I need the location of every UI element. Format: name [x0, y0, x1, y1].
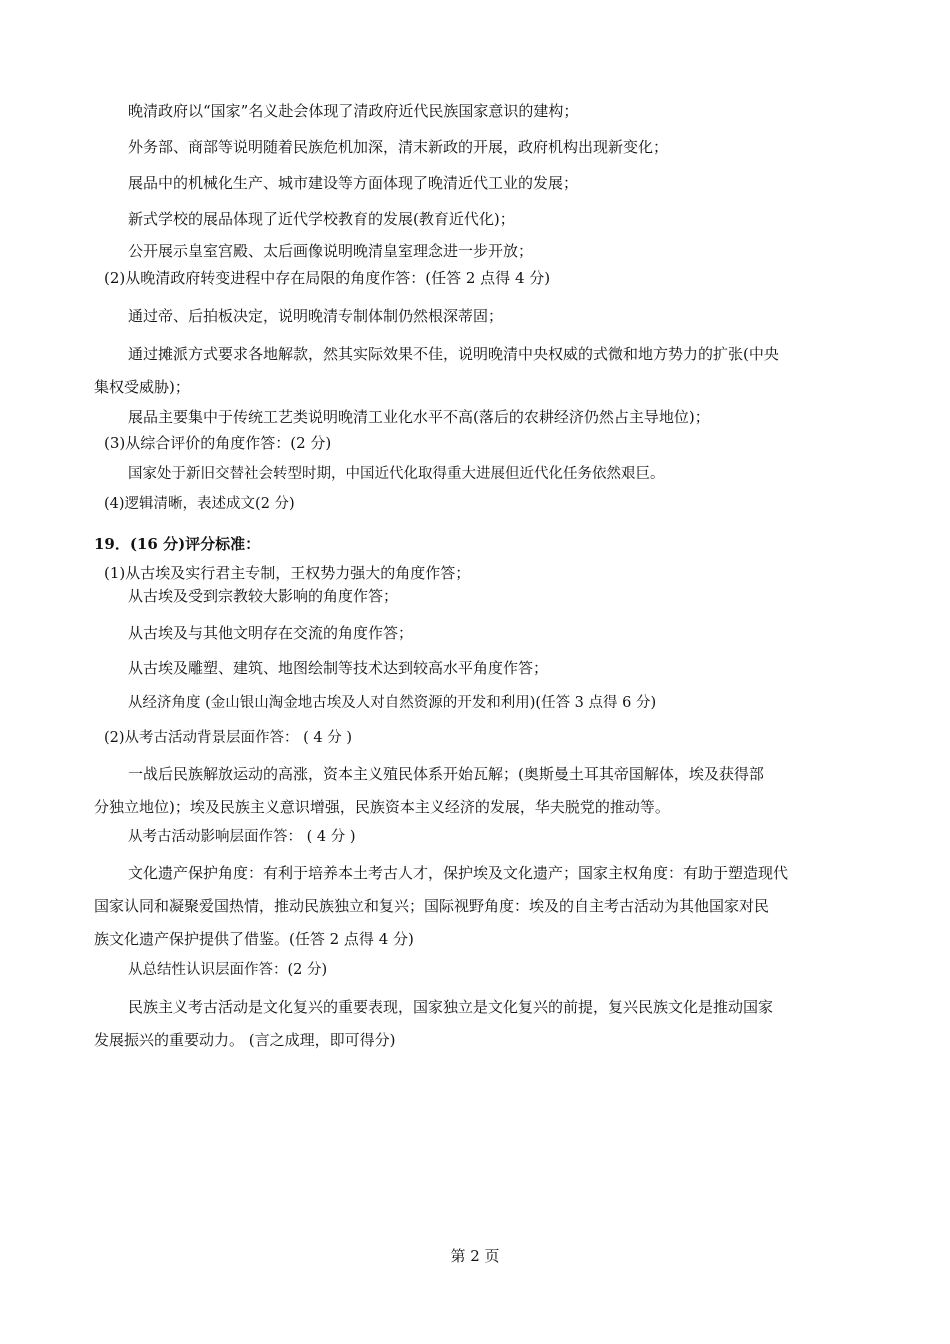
- q19-impact-line3: 族文化遗产保护提供了借鉴。(任答 2 点得 4 分): [94, 930, 414, 948]
- answer-point-modern-industry: 展品中的机械化生产、城市建设等方面体现了晚清近代工业的发展；: [128, 174, 579, 192]
- q19-impact-line1: 文化遗产保护角度：有利于培养本土考古人才，保护埃及文化遗产；国家主权角度：有助于塑造现代: [128, 864, 789, 882]
- answer-point-national-identity: 晚清政府以“国家”名义赴会体现了清政府近代民族国家意识的建构；: [128, 102, 579, 120]
- page-number: 第 2 页: [450, 1247, 500, 1265]
- q19-summary-line2: 发展振兴的重要动力。 (言之成理，即可得分): [94, 1031, 396, 1049]
- q19-impact-line2: 国家认同和凝聚爱国热情，推动民族独立和复兴；国际视野角度：埃及的自主考古活动为其他国家对民: [94, 897, 770, 915]
- part2-heading: (2)从晚清政府转变进程中存在局限的角度作答：(任答 2 点得 4 分): [104, 269, 551, 287]
- q19-summary-heading: 从总结性认识层面作答：(2 分): [128, 962, 328, 978]
- part2-point-central-authority-cont: 集权受威胁)；: [94, 378, 190, 396]
- part3-heading: (3)从综合评价的角度作答：(2 分): [104, 434, 332, 452]
- part4-heading: (4)逻辑清晰，表述成文(2 分): [104, 496, 295, 512]
- q19-part1-economy: 从经济角度 (金山银山淘金地古埃及人对自然资源的开发和利用)(任答 3 点得 6 分): [128, 695, 657, 711]
- answer-point-modern-education: 新式学校的展品体现了近代学校教育的发展(教育近代化)；: [128, 210, 515, 228]
- q19-part1-religion: 从古埃及受到宗教较大影响的角度作答；: [128, 587, 399, 605]
- part2-point-autocracy: 通过帝、后拍板决定，说明晚清专制体制仍然根深蒂固；: [128, 307, 504, 325]
- part3-point: 国家处于新旧交替社会转型时期，中国近代化取得重大进展但近代化任务依然艰巨。: [128, 466, 665, 482]
- q19-part1-technology: 从古埃及雕塑、建筑、地图绘制等技术达到较高水平角度作答；: [128, 659, 549, 677]
- part2-point-industrialization: 展品主要集中于传统工艺类说明晚清工业化水平不高(落后的农耕经济仍然占主导地位)；: [128, 408, 710, 426]
- q19-part1-heading: (1)从古埃及实行君主专制，王权势力强大的角度作答；: [104, 564, 471, 582]
- answer-point-government-agencies: 外务部、商部等说明随着民族危机加深，清末新政的开展，政府机构出现新变化；: [128, 138, 669, 156]
- answer-point-royal-openness: 公开展示皇室宫殿、太后画像说明晚清皇室理念进一步开放；: [128, 242, 534, 260]
- q19-part1-exchange: 从古埃及与其他文明存在交流的角度作答；: [128, 624, 414, 642]
- q19-part2-line2: 分独立地位)；埃及民族主义意识增强，民族资本主义经济的发展，华夫脱党的推动等。: [94, 798, 670, 816]
- q19-heading: 19．(16 分)评分标准：: [94, 535, 261, 553]
- q19-part2-heading: (2)从考古活动背景层面作答： ( 4 分 ): [104, 730, 353, 746]
- q19-impact-heading: 从考古活动影响层面作答： ( 4 分 ): [128, 829, 356, 845]
- q19-summary-line1: 民族主义考古活动是文化复兴的重要表现，国家独立是文化复兴的前提，复兴民族文化是推动国家: [128, 998, 774, 1016]
- q19-part2-line1: 一战后民族解放运动的高涨，资本主义殖民体系开始瓦解；(奥斯曼土耳其帝国解体，埃及获得部: [128, 765, 764, 783]
- part2-point-central-authority: 通过摊派方式要求各地解款，然其实际效果不佳，说明晚清中央权威的式微和地方势力的扩张(中央: [128, 345, 779, 363]
